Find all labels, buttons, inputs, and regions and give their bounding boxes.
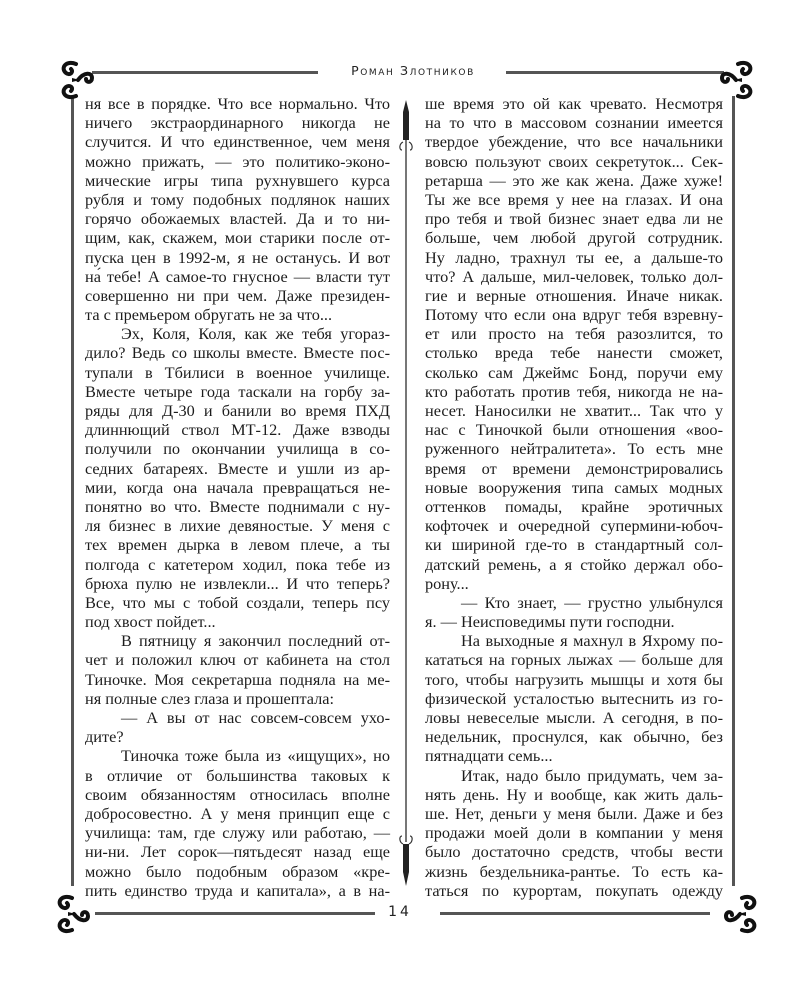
- text-line: добросовестно. А у меня принцип еще с: [85, 803, 390, 823]
- text-line: ловы невеселые мысли. А сегодня, в по-: [425, 708, 723, 727]
- text-line: столько вреда тебе нанести сможет,: [425, 343, 723, 363]
- text-line: ничего экстраординарного никогда не: [85, 113, 390, 133]
- text-line: физической усталостью вытеснить из го-: [425, 688, 723, 708]
- text-line: про тебя и твой бизнес знает едва ли не: [425, 209, 723, 229]
- text-line: продажи моей доли в компании у меня: [425, 823, 723, 843]
- header-rule-right: [506, 71, 724, 74]
- text-line: ня полные слез глаза и прошептала:: [85, 688, 335, 708]
- text-line: таться по курортам, покупать одежду: [425, 880, 723, 900]
- page-number: 14: [388, 904, 412, 920]
- text-line: Итак, надо было придумать, чем за-: [461, 765, 723, 785]
- paragraph: [425, 766, 723, 900]
- text-line: ше. Нет, деньги у меня были. Даже и без: [425, 803, 723, 823]
- paragraph: [425, 593, 723, 631]
- text-line: было достаточно средств, чтобы вести: [425, 842, 723, 862]
- text-line: оттенков помады, крайне эротичных: [425, 496, 723, 516]
- text-line: мии, когда она начала превращаться не-: [85, 477, 390, 497]
- text-line: ня все в порядке. Что все нормально. Что: [85, 94, 390, 113]
- text-line: та с премьером обругать не за что...: [85, 305, 333, 325]
- running-header-author: Роман Злотников: [351, 63, 475, 78]
- footer-rule-right: [440, 912, 710, 915]
- text-line: кто работать против тебя, никогда не на-: [425, 381, 723, 401]
- text-line: Ну ладно, трахнул ты ее, а дальше-то: [425, 247, 723, 267]
- text-line: твердое убеждение, что все начальники: [425, 132, 723, 152]
- column-divider: [405, 150, 407, 830]
- text-line: На выходные я махнул в Яхрому по-: [461, 631, 723, 651]
- text-line: датский ремень, а я стойко держал обо-: [425, 554, 723, 574]
- text-line: горячо обожаемых властей. Да и то ни-: [85, 209, 390, 229]
- text-line: новые вооружения типа самых модных: [425, 477, 723, 497]
- text-line: нять день. Ну и вообще, как жить даль-: [425, 784, 723, 804]
- text-line: время от времени демонстрировались: [425, 458, 723, 478]
- text-line: больше, чем любой другой сотрудник.: [425, 228, 723, 248]
- corner-ornament-bottom-right-icon: [722, 892, 762, 936]
- text-line: дите?: [85, 727, 124, 747]
- text-line: ки шириной где-то в стандартный сол-: [425, 535, 723, 555]
- text-line: щим, как, скажем, мои старики после от-: [85, 228, 390, 248]
- text-line: длиннющий ствол МТ-12. Даже взводы: [85, 420, 390, 440]
- text-line: Тиночке. Моя секретарша подняла на ме-: [85, 669, 390, 689]
- text-line: Ты же все время у нее на глазах. И она: [425, 189, 723, 209]
- text-line: понятно во что. Вместе поднимали с ну-: [85, 496, 390, 516]
- text-line: ни-ни. Лет сорок—пятьдесят назад еще: [85, 842, 390, 862]
- text-line: что? А дальше, мил-человек, только дол-: [425, 266, 723, 286]
- text-line: ше время это ой как чревато. Несмотря: [425, 94, 723, 113]
- text-column-left: [85, 94, 390, 900]
- header-rule-left: [92, 71, 318, 74]
- frame-right-rule: [732, 96, 735, 886]
- text-line: вовсю пользуют своих секретуток... Сек-: [425, 151, 723, 171]
- text-line: ретарша — это же как жена. Даже хуже!: [425, 170, 723, 190]
- text-line: кататься на горных лыжах — больше для: [425, 650, 723, 670]
- text-line: рубля и тому подобных подлянок наших: [85, 189, 390, 209]
- paragraph: [85, 94, 390, 324]
- text-line: того, чтобы нагрузить мышцы и хотя бы: [425, 669, 723, 689]
- text-line: Тиночка тоже была из «ищущих», но: [121, 746, 390, 766]
- text-line: Потому что если она вдруг тебя взревну-: [425, 305, 723, 325]
- text-line: кофточек и очередной супермини-юбоч-: [425, 516, 723, 536]
- text-line: ля бизнес в лихие девяностые. У меня с: [85, 516, 390, 536]
- footer-rule-left: [95, 912, 375, 915]
- text-line: на́ тебе! А самое-то гнусное — власти тут: [85, 266, 390, 286]
- text-line: рону...: [425, 573, 469, 593]
- frame-left-rule: [71, 96, 74, 886]
- text-line: Все, что мы с тобой создали, теперь псу: [85, 592, 390, 612]
- paragraph: [85, 631, 390, 708]
- paragraph: [85, 708, 390, 746]
- fountain-pen-bottom-icon: [399, 830, 413, 890]
- fountain-pen-top-icon: [399, 100, 413, 160]
- paragraph: [425, 631, 723, 765]
- text-line: жизнь бездельника-рантье. То есть ка-: [425, 861, 723, 881]
- paragraph: [85, 746, 390, 900]
- text-line: седних батареях. Вместе и ушли из ар-: [85, 458, 390, 478]
- text-line: получили по окончании училища в со-: [85, 439, 390, 459]
- corner-ornament-top-right-icon: [718, 58, 758, 102]
- text-line: тех времен дырка в левом плече, а ты: [85, 535, 390, 555]
- text-line: — А вы от нас совсем-совсем ухо-: [121, 708, 390, 727]
- text-line: училища: там, где служу или работаю, —: [85, 823, 390, 843]
- text-line: совершенно ни при чем. Даже президен-: [85, 285, 390, 305]
- text-line: чет и положил ключ от кабинета на стол: [85, 650, 390, 670]
- text-line: Эх, Коля, Коля, как же тебя угораз-: [121, 324, 390, 344]
- paragraph: [425, 94, 723, 593]
- text-line: ет или просто на тебя разозлится, то: [425, 324, 723, 344]
- text-line: под хвост пойдет...: [85, 612, 216, 632]
- text-line: гие и верные отношения. Иначе никак.: [425, 285, 723, 305]
- text-line: на то что в массовом сознании имеется: [425, 113, 723, 133]
- text-line: — Кто знает, — грустно улыбнулся: [461, 592, 723, 612]
- text-line: в отличие от большинства таковых к: [85, 765, 390, 785]
- text-line: В пятницу я закончил последний от-: [121, 631, 390, 651]
- text-line: Вместе четыре года таскали на горбу за-: [85, 381, 390, 401]
- text-line: сколько сам Джеймс Бонд, поручи ему: [425, 362, 723, 382]
- text-line: руженного нейтралитета». То есть мне: [425, 439, 723, 459]
- text-line: можно было подобным образом «кре-: [85, 861, 390, 881]
- text-line: тупали в Тбилиси в военное училище.: [85, 362, 390, 382]
- text-line: мические игры типа рухнувшего курса: [85, 170, 390, 190]
- text-line: нас с Тиночкой были отношения «воо-: [425, 420, 723, 440]
- text-line: случится. И что единственное, чем меня: [85, 132, 390, 152]
- paragraph: [85, 324, 390, 631]
- text-line: дило? Ведь со школы вместе. Вместе пос-: [85, 343, 390, 363]
- text-line: можно прижать, — это политико-эконо-: [85, 151, 390, 171]
- text-line: пуска цен в 1992-м, я не останусь. И вот: [85, 247, 390, 267]
- text-line: полгода с катетером ходил, пока тебе из: [85, 554, 390, 574]
- text-line: своим обязанностям относилась вполне: [85, 784, 390, 804]
- text-line: недельник, проснулся, как обычно, без: [425, 727, 723, 747]
- text-line: несет. Наносилки не хватит... Так что у: [425, 401, 723, 420]
- text-column-right: [425, 94, 723, 900]
- text-line: пить единство труда и капитала», а в на-: [85, 880, 390, 900]
- text-line: ряды для Д-30 и банили во время ПХД: [85, 401, 390, 420]
- text-line: брюха пулю не извлекли... И что теперь?: [85, 573, 390, 593]
- text-line: я. — Неисповедимы пути господни.: [425, 612, 675, 632]
- text-line: пятнадцати семь...: [425, 746, 553, 766]
